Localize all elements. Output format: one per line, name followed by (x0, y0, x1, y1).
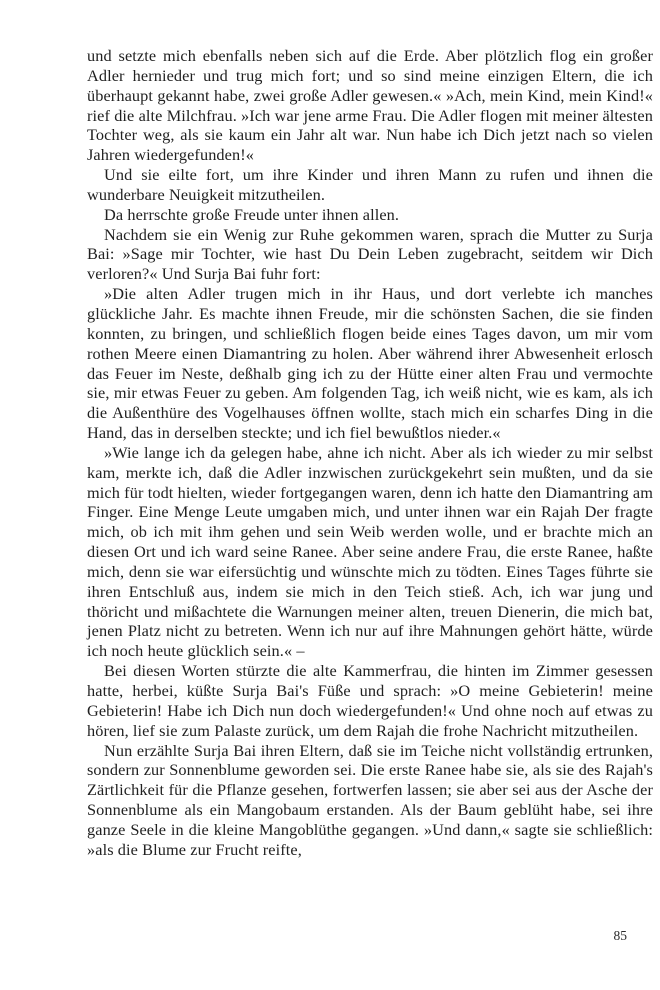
paragraph: Bei diesen Worten stürzte die alte Kammerfrau, die hinten im Zimmer gesessen hatte, herbei, küßte Surja Bai's Füße und sprach: »O meine Gebieterin! meine Gebieterin! Habe ich Dich nun doch wiedergefunden!« Und ohne noch auf etwas zu hören, lief sie zum Palaste zurück, um dem Rajah die frohe Nachricht mitzutheilen. (87, 661, 653, 740)
paragraph: und setzte mich ebenfalls neben sich auf die Erde. Aber plötzlich flog ein großer Adler hernieder und trug mich fort; und so sind meine einzigen Eltern, die ich überhaupt gekannt habe, zwei große Adler gewesen.« »Ach, mein Kind, mein Kind!« rief die alte Milchfrau. »Ich war jene arme Frau. Die Adler flogen mit meiner ältesten Tochter weg, als sie kaum ein Jahr alt war. Nun habe ich Dich jetzt nach so vielen Jahren wiedergefunden!« (87, 46, 653, 165)
paragraph: Und sie eilte fort, um ihre Kinder und ihren Mann zu rufen und ihnen die wunderbare Neuigkeit mitzutheilen. (87, 165, 653, 204)
paragraph: »Wie lange ich da gelegen habe, ahne ich nicht. Aber als ich wieder zu mir selbst kam, merkte ich, daß die Adler inzwischen zurückgekehrt sein mußten, und da sie mich für todt hielten, wieder fortgegangen waren, denn ich hatte den Diamantring am Finger. Eine Menge Leute umgaben mich, und unter ihnen war ein Rajah Der fragte mich, ob ich mit ihm gehen und sein Weib werden wolle, und er brachte mich an diesen Ort und ich ward seine Ranee. Aber seine andere Frau, die erste Ranee, haßte mich, denn sie war eifersüchtig und wünschte mich zu tödten. Eines Tages führte sie ihren Entschluß aus, indem sie mich in den Teich stieß. Ach, ich war jung und thöricht und mißachtete die Warnungen meiner alten, treuen Dienerin, die mich bat, jenen Platz nicht zu betreten. Wenn ich nur auf ihre Mahnungen gehört hätte, würde ich noch heute glücklich sein.« – (87, 442, 653, 661)
page-number: 85 (613, 928, 627, 943)
paragraph: Da herrschte große Freude unter ihnen allen. (104, 204, 400, 224)
paragraph: »Die alten Adler trugen mich in ihr Haus, und dort verlebte ich manches glückliche Jahr. Es machte ihnen Freude, mir die schönsten Sachen, die sie finden konnten, zu bringen, und schließlich flogen beide eines Tages davon, um mir vom rothen Meere einen Diamantring zu holen. Aber während ihrer Abwesenheit erlosch das Feuer im Neste, deßhalb ging ich zu der Hütte einer alten Frau und vermochte sie, mir etwas Feuer zu geben. Am folgenden Tag, ich weiß nicht, wie es kam, als ich die Außenthüre des Vogelhauses öffnen wollte, stach mich ein scharfes Ding in die Hand, das in derselben steckte; und ich fiel bewußtlos nieder.« (87, 284, 653, 443)
page-text-block (87, 46, 653, 860)
paragraph: Nun erzählte Surja Bai ihren Eltern, daß sie im Teiche nicht vollständig ertrunken, sondern zur Sonnenblume geworden sei. Die erste Ranee habe sie, als sie des Rajah's Zärtlichkeit für die Pflanze gesehen, fortwerfen lassen; sie aber sei aus der Asche der Sonnenblume als ein Mangobaum erstanden. Als der Baum geblüht habe, sei ihre ganze Seele in die kleine Mangoblüthe gegangen. »Und dann,« sagte sie schließlich: »als die Blume zur Frucht reifte, (87, 740, 653, 859)
paragraph: Nachdem sie ein Wenig zur Ruhe gekommen waren, sprach die Mutter zu Surja Bai: »Sage mir Tochter, wie hast Du Dein Leben zugebracht, seitdem wir Dich verloren?« Und Surja Bai fuhr fort: (87, 224, 653, 284)
